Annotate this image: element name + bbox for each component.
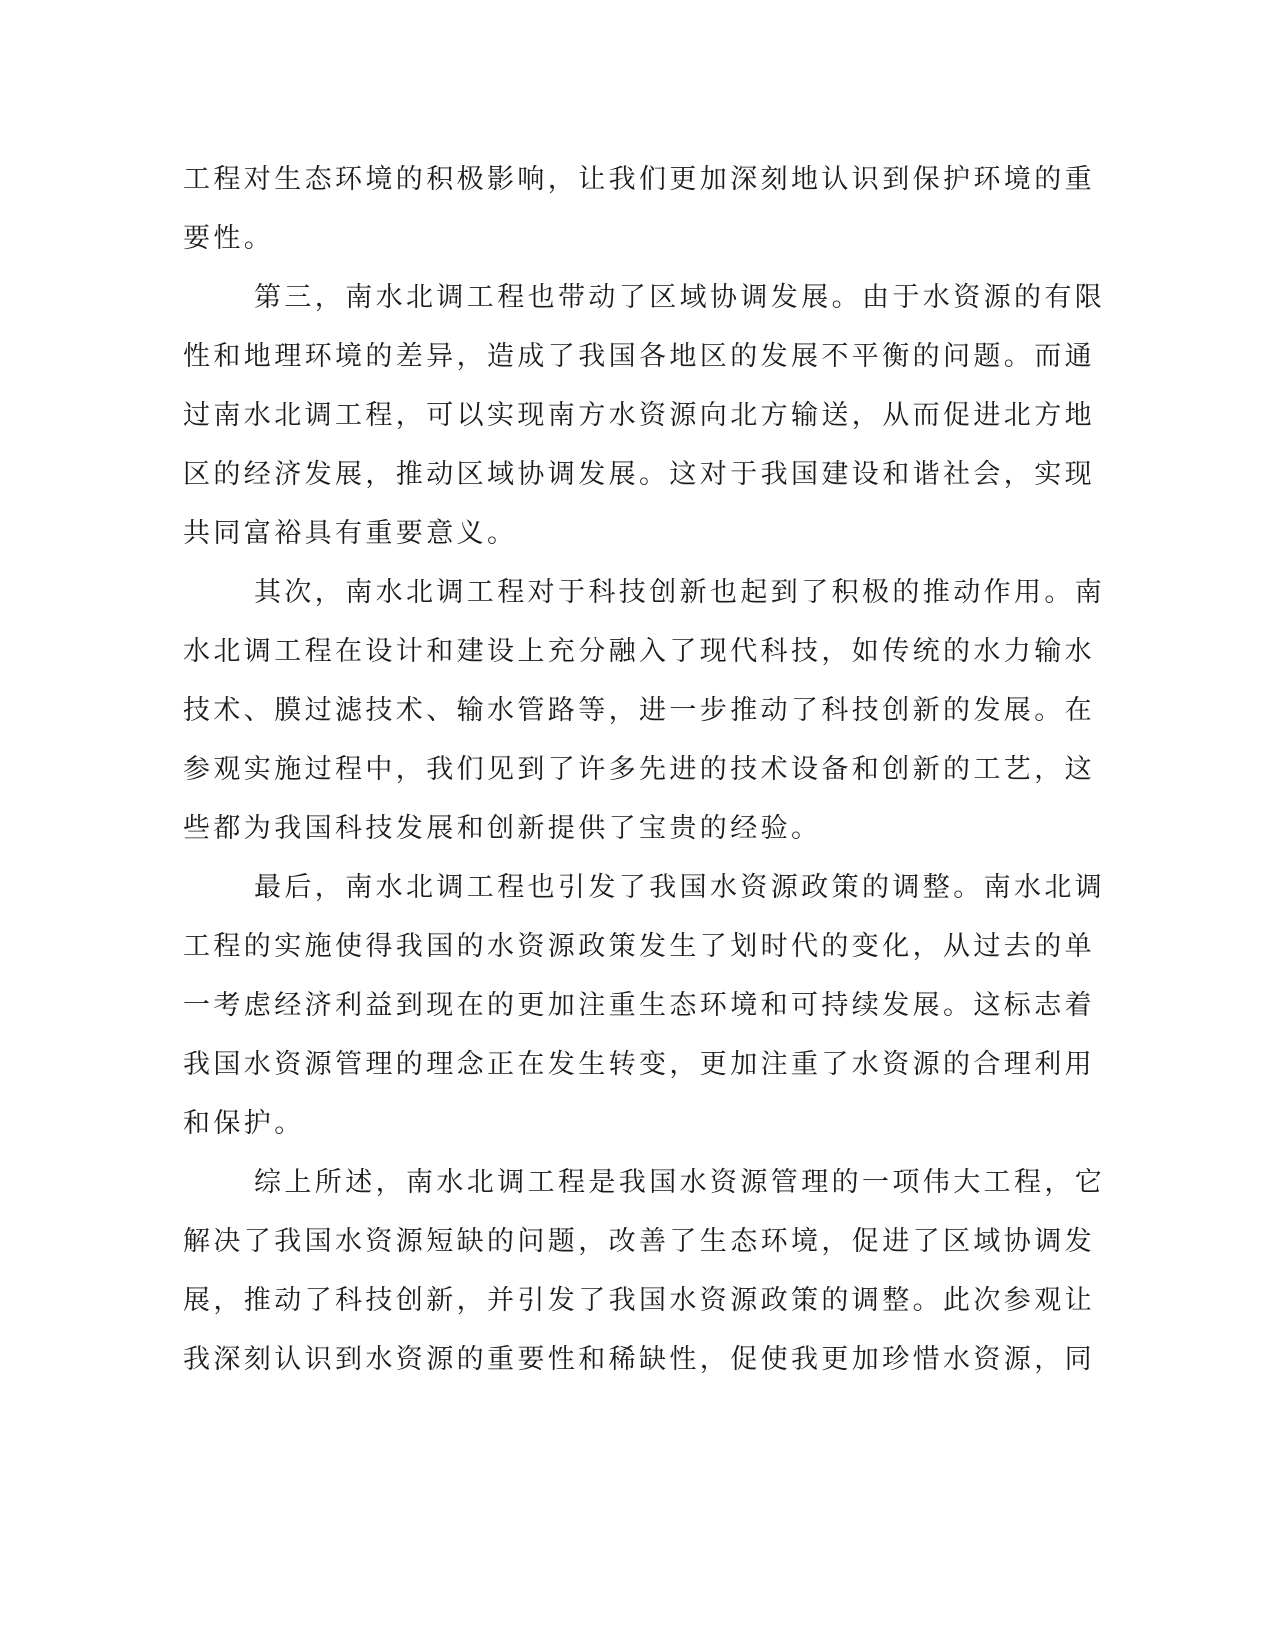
- text-line: 我深刻认识到水资源的重要性和稀缺性，促使我更加珍惜水资源，同: [183, 1344, 1095, 1375]
- paragraph-first-line: 最后，南水北调工程也引发了我国水资源政策的调整。南水北调: [254, 872, 1106, 903]
- text-line: 工程的实施使得我国的水资源政策发生了划时代的变化，从过去的单: [183, 931, 1095, 962]
- text-line: 技术、膜过滤技术、输水管路等，进一步推动了科技创新的发展。在: [183, 695, 1095, 726]
- text-line: 解决了我国水资源短缺的问题，改善了生态环境，促进了区域协调发: [183, 1226, 1095, 1257]
- paragraph-first-line: 综上所述，南水北调工程是我国水资源管理的一项伟大工程，它: [254, 1167, 1106, 1198]
- text-line: 工程对生态环境的积极影响，让我们更加深刻地认识到保护环境的重: [183, 164, 1095, 195]
- text-line: 些都为我国科技发展和创新提供了宝贵的经验。: [183, 813, 822, 844]
- text-line: 和保护。: [183, 1108, 305, 1139]
- paragraph-first-line: 第三，南水北调工程也带动了区域协调发展。由于水资源的有限: [254, 282, 1106, 313]
- text-line: 水北调工程在设计和建设上充分融入了现代科技，如传统的水力输水: [183, 636, 1095, 667]
- paragraph-first-line: 其次，南水北调工程对于科技创新也起到了积极的推动作用。南: [254, 577, 1106, 608]
- text-line: 我国水资源管理的理念正在发生转变，更加注重了水资源的合理利用: [183, 1049, 1095, 1080]
- text-line: 一考虑经济利益到现在的更加注重生态环境和可持续发展。这标志着: [183, 990, 1095, 1021]
- text-line: 性和地理环境的差异，造成了我国各地区的发展不平衡的问题。而通: [183, 341, 1095, 372]
- text-line: 共同富裕具有重要意义。: [183, 518, 518, 549]
- text-line: 参观实施过程中，我们见到了许多先进的技术设备和创新的工艺，这: [183, 754, 1095, 785]
- text-line: 过南水北调工程，可以实现南方水资源向北方输送，从而促进北方地: [183, 400, 1095, 431]
- text-line: 要性。: [183, 223, 275, 254]
- text-line: 区的经济发展，推动区域协调发展。这对于我国建设和谐社会，实现: [183, 459, 1095, 490]
- text-line: 展，推动了科技创新，并引发了我国水资源政策的调整。此次参观让: [183, 1285, 1095, 1316]
